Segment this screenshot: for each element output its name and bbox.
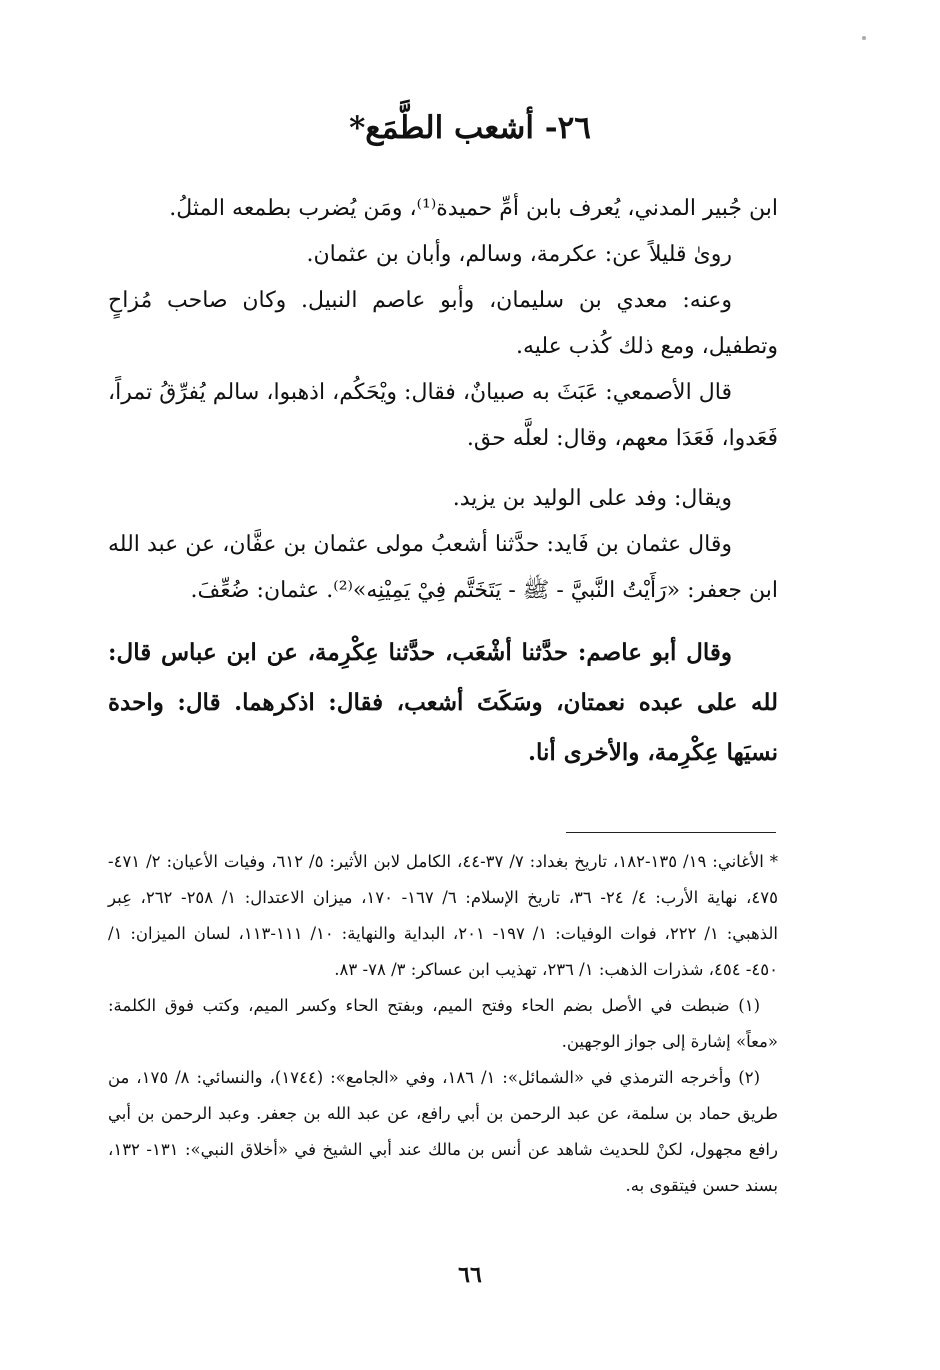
footnote-2: (٢) وأخرجه الترمذي في «الشمائل»: ١/ ١٨٦، وفي «الجامع»: (١٧٤٤)، والنسائي: ٨/ ١٧٥، من طريق حماد بن سلمة، عن عبد الرحمن بن أبي رافع، عن عبد الله بن جعفر. وعبد الرحمن بن أبي رافع مجهول، لكنْ للحديث شاهد عن أنس بن مالك عند أبي الشيخ في «أخلاق النبي»: ١٣١- ١٣٢، بسند حسن فيتقوى به. xyxy=(108,1068,778,1195)
footnote-sources: * الأغاني: ١٩/ ١٣٥-١٨٢، تاريخ بغداد: ٧/ ٣٧-٤٤، الكامل لابن الأثير: ٥/ ٦١٢، وفيات الأعيان: ٢/ ٤٧١- ٤٧٥، نهاية الأرب: ٤/ ٢٤- ٣٦، تاريخ الإسلام: ٦/ ١٦٧- ١٧٠، ميزان الاعتدال: ١/ ٢٥٨- ٢٦٢، عِبر الذهبي: ١/ ٢٢٢، فوات الوفيات: ١/ ١٩٧- ٢٠١، البداية والنهاية: ١٠/ ١١١-١١٣، لسان الميزان: ١/ ٤٥٠- ٤٥٤، شذرات الذهب: ١/ ٢٣٦، تهذيب ابن عساكر: ٣/ ٧٨- ٨٣. xyxy=(108,852,778,979)
paragraph-intro: ابن جُبير المدني، يُعرف بابن أمِّ حميدة⁽¹⁾، ومَن يُضرب بطمعه المثلُ. xyxy=(169,196,778,221)
main-text xyxy=(108,186,778,778)
footnote-1: (١) ضبطت في الأصل بضم الحاء وفتح الميم، وبفتح الحاء وكسر الميم، وكتب فوق الكلمة: «معاً» إشارة إلى جواز الوجهين. xyxy=(108,996,778,1051)
paragraph-two-blessings: وقال أبو عاصم: حدَّثنا أشْعَب، حدَّثنا عِكْرِمة، عن ابن عباس قال: لله على عبده نعمتان، وسَكَتَ أشعب، فقال: اذكرهما. قال: واحدة نسيَها عِكْرِمة، والأخرى أنا. xyxy=(108,639,778,766)
paragraph-delegation: ويقال: وفد على الوليد بن يزيد. xyxy=(452,486,732,511)
footnotes xyxy=(108,844,778,1204)
paragraph-narrated-from: روىٰ قليلاً عن: عكرمة، وسالم، وأبان بن عثمان. xyxy=(306,242,732,267)
paragraph-hadith: وقال عثمان بن فَايد: حدَّثنا أشعبُ مولى عثمان بن عفَّان، عن عبد الله ابن جعفر: «رَأَيْتُ النَّبيَّ - ﷺ - يَتَخَتَّم فِيْ يَمِيْنِه»⁽²⁾. عثمان: ضُعِّفَ. xyxy=(108,532,778,603)
footnote-separator xyxy=(566,832,776,833)
page-title: ٢٦- أشعب الطَّمَع* xyxy=(349,110,591,146)
paragraph-asmai-story: قال الأصمعي: عَبَثَ به صبيانٌ، فقال: ويْحَكُم، اذهبوا، سالم يُفرِّقُ تمراً، فَعَدوا، فَعَدَا معهم، وقال: لعلَّه حق. xyxy=(108,380,778,451)
paragraph-narrators: وعنه: معدي بن سليمان، وأبو عاصم النبيل. وكان صاحب مُزاحٍ وتطفيل، ومع ذلك كُذب عليه. xyxy=(108,288,778,359)
scan-speck xyxy=(862,36,866,40)
page-number: ٦٦ xyxy=(458,1262,482,1288)
